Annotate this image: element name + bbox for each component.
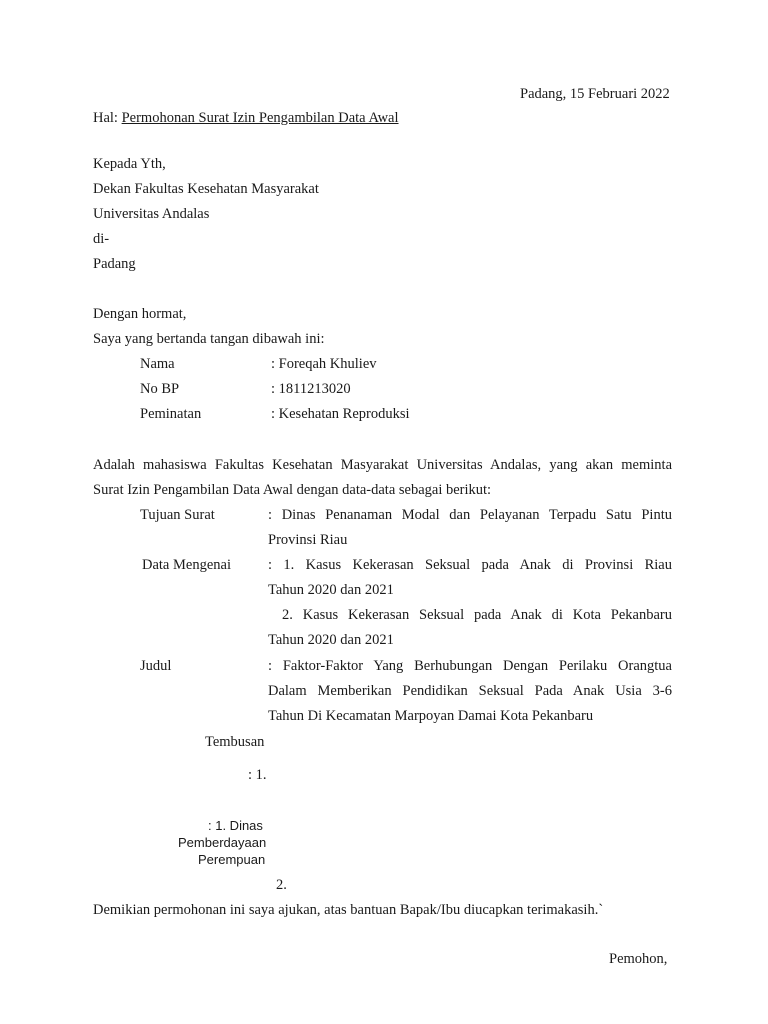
tembusan-item-2: 2. [276,877,287,893]
tembusan-label: Tembusan [205,734,265,750]
tembusan-box-line-2: Pemberdayaan [178,835,267,850]
subject-label: Hal: [93,110,118,126]
judul-line-2: Dalam Memberikan Pendidikan Seksual Pada Anak Usia 3-6 [268,683,672,699]
identity-label-nama: Nama [140,356,175,372]
identity-label-nobp: No BP [140,381,180,397]
judul-label: Judul [140,658,172,674]
tembusan-box-line-3: Perempuan [198,852,266,867]
subject-text: Permohonan Surat Izin Pengambilan Data Awal [121,110,399,126]
data-line-4: Tahun 2020 dan 2021 [268,632,394,648]
subject-line [93,109,399,127]
tembusan-box-line-1: : 1. Dinas [208,818,263,833]
place-date: Padang, 15 Februari 2022 [520,86,670,102]
recipient-line-5: Padang [93,256,136,272]
tembusan-item-1: : 1. [248,767,267,783]
tujuan-line-2: Provinsi Riau [268,532,348,548]
recipient-line-2: Dekan Fakultas Kesehatan Masyarakat [93,181,319,197]
recipient-line-3: Universitas Andalas [93,206,210,222]
data-line-2: Tahun 2020 dan 2021 [268,582,394,598]
greeting: Dengan hormat, [93,306,187,322]
tujuan-label: Tujuan Surat [140,507,215,523]
intro: Saya yang bertanda tangan dibawah ini: [93,331,325,347]
judul-line-3: Tahun Di Kecamatan Marpoyan Damai Kota Pekanbaru [268,708,594,724]
signature-label: Pemohon, [609,951,668,967]
paragraph-line-2: Surat Izin Pengambilan Data Awal dengan data-data sebagai berikut: [93,482,492,498]
data-line-3: 2. Kasus Kekerasan Seksual pada Anak di Kota Pekanbaru [282,607,672,623]
identity-label-peminatan: Peminatan [140,406,202,422]
tujuan-value [268,503,672,553]
data-label: Data Mengenai [142,557,231,573]
recipient-line-4: di- [93,231,110,247]
recipient-line-1: Kepada Yth, [93,156,166,172]
identity-value-peminatan: : Kesehatan Reproduksi [271,406,410,422]
closing: Demikian permohonan ini saya ajukan, atas bantuan Bapak/Ibu diucapkan terimakasih.` [93,902,604,918]
identity-value-nobp: : 1811213020 [271,381,351,397]
data-line-1: : 1. Kasus Kekerasan Seksual pada Anak di Provinsi Riau [268,557,672,573]
tujuan-line-1: : Dinas Penanaman Modal dan Pelayanan Terpadu Satu Pintu [268,507,672,523]
identity-value-nama: : Foreqah Khuliev [271,356,377,372]
data-value [268,553,672,653]
judul-value [268,654,672,729]
judul-line-1: : Faktor-Faktor Yang Berhubungan Dengan Perilaku Orangtua [268,658,672,674]
paragraph-line-1: Adalah mahasiswa Fakultas Kesehatan Masyarakat Universitas Andalas, yang akan meminta [93,457,672,473]
